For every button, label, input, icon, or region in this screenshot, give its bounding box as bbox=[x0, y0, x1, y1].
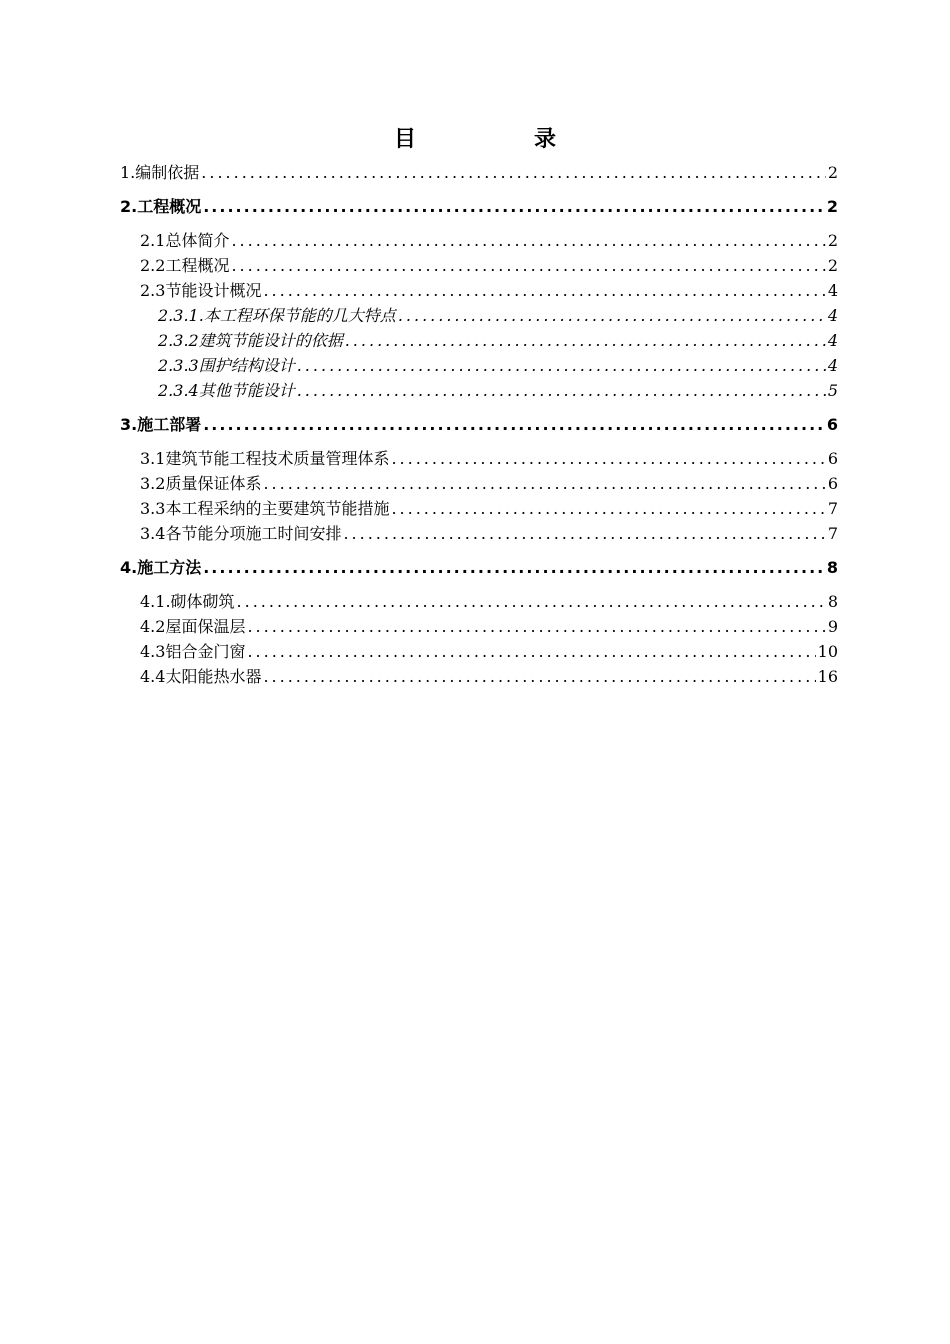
toc-entry[interactable] bbox=[120, 446, 838, 471]
dot-leader bbox=[263, 278, 825, 303]
dot-leader bbox=[231, 253, 825, 278]
dot-leader bbox=[263, 664, 815, 689]
toc-entry[interactable] bbox=[120, 378, 838, 403]
toc-entry-label: 2.2工程概况 bbox=[140, 256, 230, 275]
toc-entry[interactable] bbox=[120, 303, 838, 328]
toc-entry-page: 2 bbox=[826, 197, 838, 216]
toc-entry-label: 2.3.4其他节能设计 bbox=[158, 381, 295, 400]
toc-entry-page: 2 bbox=[827, 256, 838, 275]
dot-leader bbox=[297, 378, 826, 403]
toc-entry-page: 6 bbox=[826, 415, 838, 434]
dot-leader bbox=[237, 589, 826, 614]
toc-entry-label: 3.4各节能分项施工时间安排 bbox=[140, 524, 342, 543]
dot-leader bbox=[391, 446, 825, 471]
toc-entry[interactable] bbox=[120, 278, 838, 303]
toc-entry-page: 4 bbox=[827, 331, 838, 350]
toc-entry[interactable] bbox=[120, 589, 838, 614]
toc-entry-label: 2.工程概况 bbox=[120, 197, 202, 216]
toc-entry[interactable] bbox=[120, 353, 838, 378]
toc-entry[interactable] bbox=[120, 253, 838, 278]
toc-entry-page: 16 bbox=[817, 667, 838, 686]
dot-leader bbox=[203, 194, 825, 219]
toc-entry[interactable] bbox=[120, 228, 838, 253]
dot-leader bbox=[231, 228, 825, 253]
toc-entry-label: 3.施工部署 bbox=[120, 415, 202, 434]
toc-entry[interactable] bbox=[120, 496, 838, 521]
toc-entry[interactable] bbox=[120, 639, 838, 664]
toc-entry-page: 5 bbox=[827, 381, 838, 400]
toc-entry-page: 2 bbox=[827, 231, 838, 250]
toc-entry[interactable] bbox=[120, 521, 838, 546]
dot-leader bbox=[343, 521, 825, 546]
dot-leader bbox=[201, 160, 826, 185]
toc-entry-page: 9 bbox=[827, 617, 838, 636]
toc-entry-page: 4 bbox=[827, 356, 838, 375]
toc-entry-label: 2.3节能设计概况 bbox=[140, 281, 262, 300]
toc-entry-label: 3.3本工程采纳的主要建筑节能措施 bbox=[140, 499, 390, 518]
toc-entry-page: 7 bbox=[827, 499, 838, 518]
toc-entry-label: 2.3.1.本工程环保节能的几大特点 bbox=[158, 306, 396, 325]
toc-entry[interactable] bbox=[120, 471, 838, 496]
toc-title: 目 录 bbox=[393, 126, 604, 152]
toc-entry-page: 6 bbox=[827, 449, 838, 468]
toc-entry[interactable] bbox=[120, 614, 838, 639]
toc-entry-label: 4.3铝合金门窗 bbox=[140, 642, 246, 661]
toc-entry-label: 1.编制依据 bbox=[120, 163, 200, 182]
toc-entry-page: 6 bbox=[827, 474, 838, 493]
toc-entry-page: 4 bbox=[827, 306, 838, 325]
dot-leader bbox=[247, 614, 825, 639]
table-of-contents bbox=[120, 160, 838, 689]
dot-leader bbox=[203, 555, 825, 580]
dot-leader bbox=[398, 303, 826, 328]
toc-entry-label: 3.1建筑节能工程技术质量管理体系 bbox=[140, 449, 390, 468]
toc-entry-label: 3.2质量保证体系 bbox=[140, 474, 262, 493]
dot-leader bbox=[263, 471, 825, 496]
toc-entry-label: 4.4太阳能热水器 bbox=[140, 667, 262, 686]
dot-leader bbox=[247, 639, 815, 664]
toc-entry-page: 10 bbox=[817, 642, 838, 661]
toc-entry-label: 4.1.砌体砌筑 bbox=[140, 592, 235, 611]
toc-entry[interactable] bbox=[120, 194, 838, 219]
toc-entry[interactable] bbox=[120, 664, 838, 689]
toc-entry-label: 4.施工方法 bbox=[120, 558, 202, 577]
toc-entry-label: 4.2屋面保温层 bbox=[140, 617, 246, 636]
toc-entry-page: 2 bbox=[827, 163, 838, 182]
toc-entry-label: 2.3.2建筑节能设计的依据 bbox=[158, 331, 343, 350]
toc-entry-page: 8 bbox=[827, 592, 838, 611]
dot-leader bbox=[203, 412, 825, 437]
toc-entry[interactable] bbox=[120, 412, 838, 437]
toc-entry[interactable] bbox=[120, 160, 838, 185]
toc-entry-page: 7 bbox=[827, 524, 838, 543]
toc-entry-page: 8 bbox=[826, 558, 838, 577]
toc-entry-page: 4 bbox=[827, 281, 838, 300]
toc-entry-label: 2.1总体简介 bbox=[140, 231, 230, 250]
toc-entry[interactable] bbox=[120, 555, 838, 580]
dot-leader bbox=[345, 328, 826, 353]
toc-entry-label: 2.3.3围护结构设计 bbox=[158, 356, 295, 375]
dot-leader bbox=[297, 353, 826, 378]
dot-leader bbox=[391, 496, 825, 521]
toc-entry[interactable] bbox=[120, 328, 838, 353]
